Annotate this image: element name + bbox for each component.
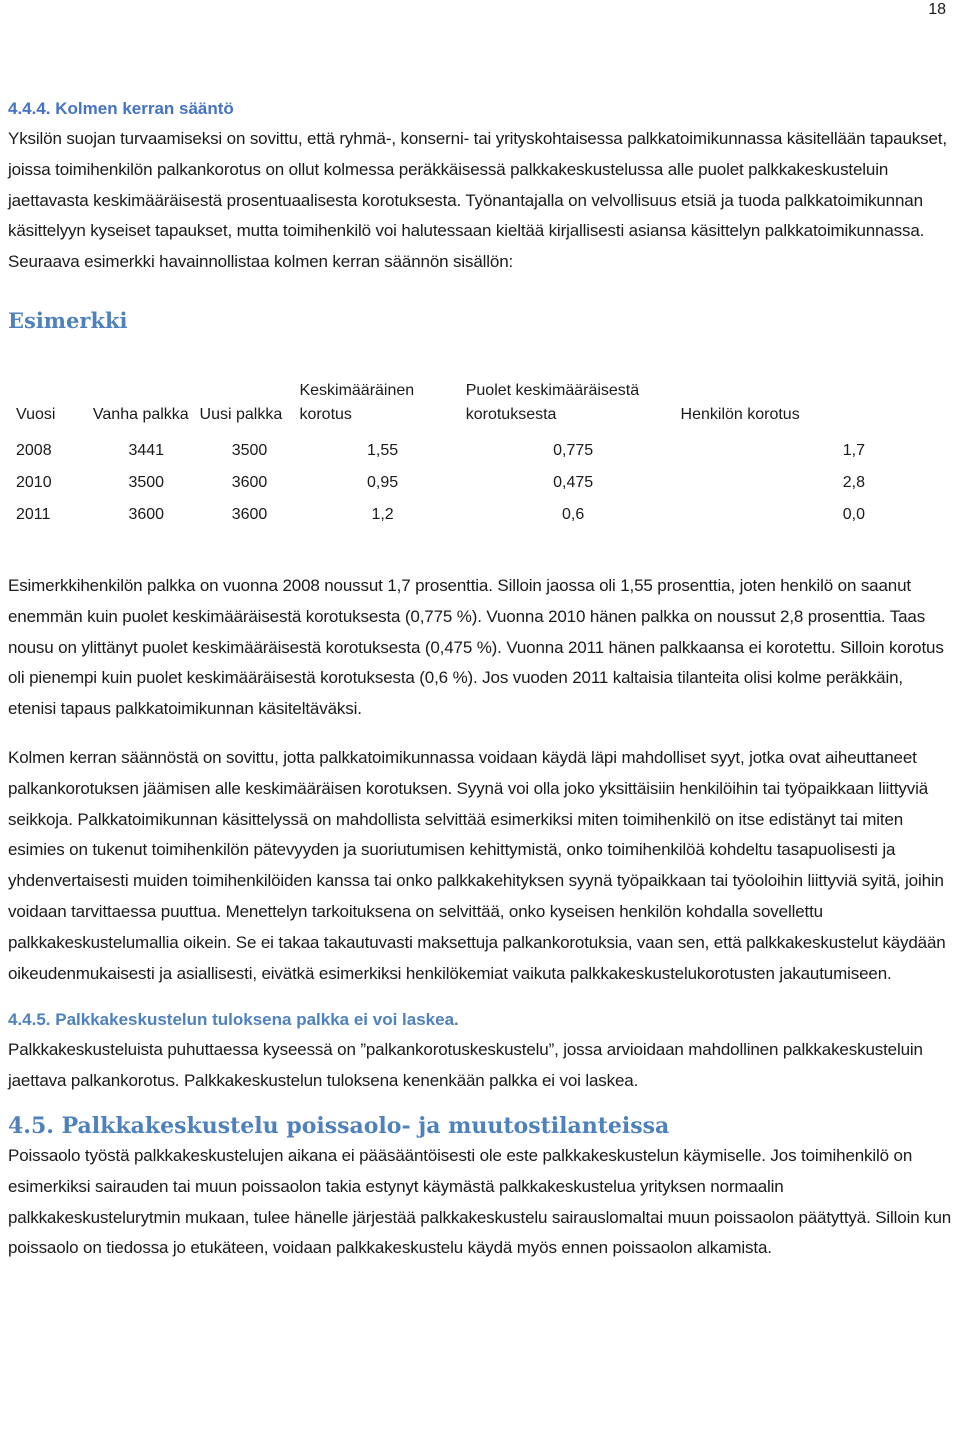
header-half-average xyxy=(466,379,681,435)
example-explanation-paragraph: Esimerkkihenkilön palkka on vuonna 2008 noussut 1,7 prosenttia. Silloin jaossa oli 1,55 prosenttia, joten henkilö on saanut enemmän kuin puolet keskimääräisestä korotuksesta (0,775 %). Vuonna 2010 hänen palkka on noussut 2,8 prosenttia. Taas nousu on ylittänyt puolet keskimääräisestä korotuksesta (0,475 %). Vuonna 2011 hänen palkkaansa ei korotettu. Silloin korotus oli pienempi kuin puolet keskimääräisestä korotuksesta (0,6 %). Jos vuoden 2011 kaltaisia tilanteita olisi kolme peräkkäin, etenisi tapaus palkkatoimikunnan käsiteltäväksi. xyxy=(8,575,944,719)
cell-half-average: 0,775 xyxy=(553,441,594,459)
table-header-row xyxy=(16,379,953,435)
header-average-raise-line1: Keskimääräinen xyxy=(299,381,415,399)
table-row xyxy=(16,499,953,531)
cell-half-average: 0,6 xyxy=(562,505,585,523)
cell-average-raise: 1,55 xyxy=(367,441,399,459)
header-new-salary: Uusi palkka xyxy=(199,405,283,423)
rule-purpose-paragraph: Kolmen kerran säännöstä on sovittu, jotta palkkatoimikunnassa voidaan käydä läpi mahdolliset syyt, jotka ovat aiheuttaneet palkankorotuksen jäämisen alle keskimääräisen korotuksen. Syynä voi olla joko yksittäisiin henkilöihin tai työpaikkaan liittyviä seikkoja. Palkkatoimikunnan käsittelyssä on mahdollista selvittää esimerkiksi miten toimihenkilö on itse edistänyt tai miten esimies on tukenut toimihenkilön pätevyyden ja suoriutumisen kehittymistä, onko toimihenkilöä kohdeltu tasapuolisesti ja yhdenvertaisesti muiden toimihenkilöiden kanssa tai onko palkkakehityksen syynä työpaikkaan tai työoloihin liittyviä syitä, joihin voidaan tarvittaessa puuttua. Menettelyn tarkoituksena on selvittää, onko kyseisen henkilön kohdalla sovellettu palkkakeskustelumallia oikein. Se ei takaa takautuvasti maksettuja palkankorotuksia, vaan sen, että palkkakeskustelut käydään oikeudenmukaisesti ja asiallisesti, eivätkä esimerkiksi henkilökemiat vaikuta palkkakeskustelukorotusten jakautumiseen. xyxy=(8,747,946,983)
section-445-paragraph: Palkkakeskusteluista puhuttaessa kyseessä on ”palkankorotuskeskustelu”, jossa arvioidaan mahdollinen palkkakeskusteluin jaettava palkankorotus. Palkkakeskustelun tuloksena kenenkään palkka ei voi laskea. xyxy=(8,1040,923,1091)
header-average-raise xyxy=(299,379,465,435)
cell-year: 2011 xyxy=(16,505,51,523)
header-old-salary: Vanha palkka xyxy=(92,405,189,423)
header-half-average-line2: korotuksesta xyxy=(465,405,557,423)
cell-year: 2010 xyxy=(16,473,52,491)
cell-half-average: 0,475 xyxy=(553,473,594,491)
cell-old-salary: 3500 xyxy=(128,473,165,491)
cell-person-raise: 1,7 xyxy=(842,441,865,459)
section-444-heading: 4.4.4. Kolmen kerran sääntö xyxy=(8,99,234,118)
cell-old-salary: 3600 xyxy=(128,505,165,523)
page-number: 18 xyxy=(928,1,946,18)
cell-person-raise: 2,8 xyxy=(842,473,865,491)
cell-new-salary: 3600 xyxy=(231,473,268,491)
section-445-heading: 4.4.5. Palkkakeskustelun tuloksena palkka ei voi laskea. xyxy=(8,1010,459,1030)
cell-year: 2008 xyxy=(16,441,52,459)
document-body xyxy=(8,94,953,1264)
cell-person-raise: 0,0 xyxy=(842,505,865,523)
example-heading: Esimerkki xyxy=(8,307,128,333)
cell-old-salary: 3441 xyxy=(128,441,165,459)
cell-average-raise: 0,95 xyxy=(367,473,399,491)
cell-new-salary: 3500 xyxy=(231,441,268,459)
example-table xyxy=(16,379,953,531)
header-average-raise-line2: korotus xyxy=(299,405,352,423)
table-row xyxy=(16,467,953,499)
header-half-average-line1: Puolet keskimääräisestä xyxy=(465,381,640,399)
cell-average-raise: 1,2 xyxy=(371,505,394,523)
section-45-paragraph: Poissaolo työstä palkkakeskustelujen aikana ei pääsääntöisesti ole este palkkakeskustelun käymiselle. Jos toimihenkilö on esimerkiksi sairauden tai muun poissaolon takia estynyt käymästä palkkakeskustelua yrityksen normaalin palkkakeskustelurytmin mukaan, tulee hänelle järjestää palkkakeskustelu sairauslomaltai muun poissaolon päätyttyä. Silloin kun poissaolo on tiedossa jo etukäteen, voidaan palkkakeskustelu käydä myös ennen poissaolon alkamista. xyxy=(8,1145,952,1258)
section-444-paragraph: Yksilön suojan turvaamiseksi on sovittu, että ryhmä-, konserni- tai yrityskohtaisessa palkkatoimikunnassa käsitellään tapaukset, joissa toimihenkilön palkankorotus on ollut kolmessa peräkkäisessä palkkakeskustelussa alle puolet palkkakeskusteluin jaettavasta keskimääräisestä prosentuaalisesta korotuksesta. Työnantajalla on velvollisuus etsiä ja tuoda palkkatoimikunnan käsittelyyn kyseiset tapaukset, mutta toimihenkilö voi halutessaan kieltää kirjallisesti asiansa käsittelyn palkkatoimikunnassa. Seuraava esimerkki havainnollistaa kolmen kerran säännön sisällön: xyxy=(8,129,947,272)
table-row xyxy=(16,435,953,467)
header-person-raise: Henkilön korotus xyxy=(680,405,800,423)
cell-new-salary: 3600 xyxy=(231,505,268,523)
header-year: Vuosi xyxy=(16,405,56,423)
section-45-heading: 4.5. Palkkakeskustelu poissaolo- ja muutostilanteissa xyxy=(8,1112,670,1139)
